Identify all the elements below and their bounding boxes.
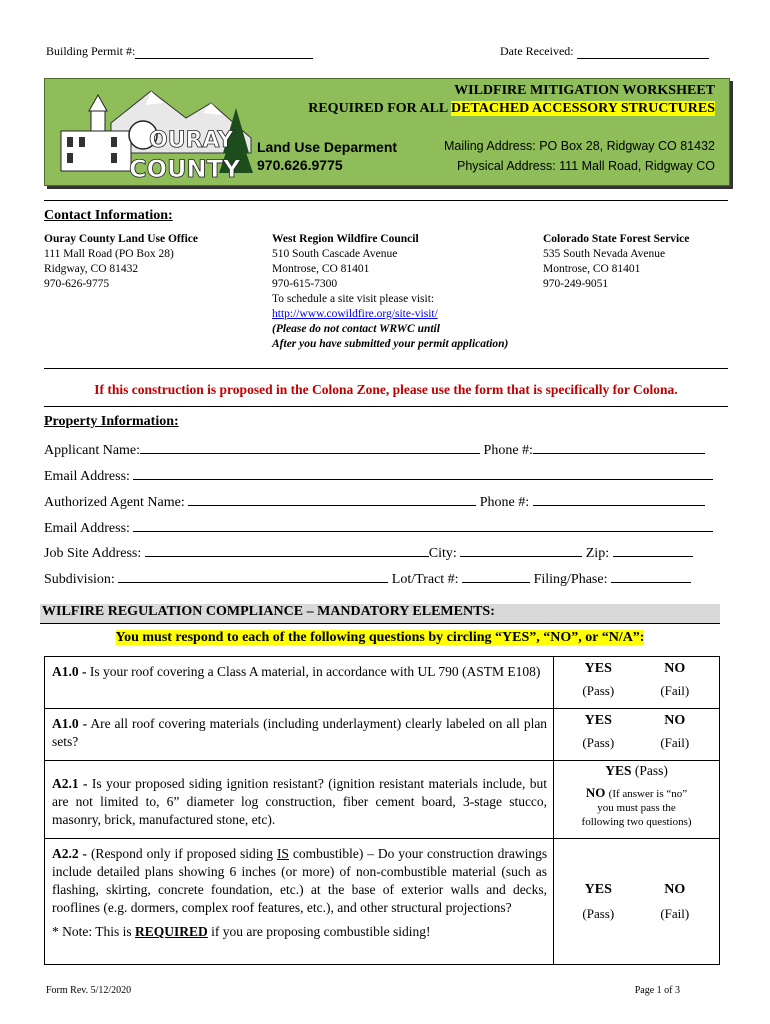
question-code: A2.2 -	[52, 846, 88, 861]
answer-cell	[554, 761, 720, 839]
note-text: if you are proposing combustible siding!	[211, 924, 431, 939]
question-body: Are all roof covering materials (including underlayment) clearly labeled on all plan sets?	[52, 716, 548, 749]
contact-land-use-office	[44, 232, 198, 292]
lot-tract-label: Lot/Tract #:	[391, 572, 459, 587]
building-permit-field	[46, 44, 313, 59]
question-body: combustible) – Do your construction drawings include detailed plans showing 6 inches (or more) of non-combustible material (such as flashing, skirting, concrete foundation, etc.) at the base of exterior walls and decks, rooflines (e.g. dormers, complex roof features, etc.), and other structural projections?	[52, 846, 548, 915]
contact-phone: 970-615-7300	[272, 278, 338, 290]
agent-row	[44, 492, 734, 510]
question-body: Is your roof covering a Class A material, in accordance with UL 790 (ASTM E108)	[89, 664, 541, 679]
contact-line: Montrose, CO 81401	[543, 263, 641, 275]
contact-line: To schedule a site visit please visit:	[272, 293, 435, 305]
colona-warning: If this construction is proposed in the Colona Zone, please use the form that is specifically for Colona.	[94, 382, 678, 397]
city-blank[interactable]	[460, 543, 582, 557]
contact-line: 510 South Cascade Avenue	[272, 248, 398, 260]
page-number: Page 1 of 3	[634, 985, 680, 996]
applicant-name-blank[interactable]	[140, 440, 480, 454]
no-option[interactable]: NO	[664, 881, 686, 897]
subdivision-row	[44, 569, 734, 587]
city-label: City:	[428, 546, 457, 561]
building-permit-blank[interactable]	[135, 47, 313, 59]
question-code: A1.0 -	[52, 664, 87, 679]
fail-label: (Fail)	[660, 905, 690, 921]
department-name: Land Use Deparment	[257, 139, 398, 155]
worksheet-title: WILDFIRE MITIGATION WORKSHEET	[454, 83, 715, 98]
pass-label: (Pass)	[582, 683, 615, 698]
logo-text-county: COUNTY	[129, 155, 241, 183]
no-option[interactable]: NO	[664, 713, 686, 728]
subdivision-label: Subdivision:	[44, 572, 115, 587]
filing-phase-label: Filing/Phase:	[533, 572, 608, 587]
zip-label: Zip:	[585, 546, 610, 561]
compliance-heading: WILFIRE REGULATION COMPLIANCE – MANDATORY ELEMENTS:	[40, 604, 720, 624]
question-text	[45, 761, 554, 839]
header-banner	[44, 78, 730, 186]
note-text: * Note: This is	[52, 924, 132, 939]
filing-phase-blank[interactable]	[611, 569, 691, 583]
contact-note: (Please do not contact WRWC until	[272, 323, 440, 335]
contact-name: Colorado State Forest Service	[543, 233, 690, 245]
worksheet-subtitle	[45, 101, 715, 117]
question-row	[45, 761, 720, 839]
site-visit-link[interactable]: http://www.cowildfire.org/site-visit/	[272, 308, 438, 320]
job-site-label: Job Site Address:	[44, 546, 142, 561]
email-label: Email Address:	[44, 469, 130, 484]
agent-name-blank[interactable]	[188, 492, 476, 506]
answer-cell	[554, 709, 720, 761]
contact-line: Ridgway, CO 81432	[44, 263, 139, 275]
question-code: A1.0 -	[52, 716, 88, 731]
contact-forest-service	[543, 232, 689, 292]
physical-address: Physical Address: 111 Mall Road, Ridgway CO	[457, 159, 715, 173]
zip-blank[interactable]	[613, 543, 693, 557]
no-note: you must pass the	[597, 802, 676, 814]
divider	[44, 368, 728, 369]
question-row	[45, 709, 720, 761]
job-site-row	[44, 543, 734, 561]
phone-label: Phone #:	[483, 443, 533, 458]
no-option: NO	[585, 785, 606, 800]
question-emphasis: IS	[276, 846, 289, 861]
yes-pass-option[interactable]	[554, 763, 719, 779]
phone-label: Phone #:	[479, 495, 530, 510]
instruction-text: You must respond to each of the following questions by circling “YES”, “NO”, or “N/A”:	[115, 630, 645, 645]
agent-phone-blank[interactable]	[533, 492, 705, 506]
contact-name: West Region Wildfire Council	[272, 233, 419, 245]
applicant-row	[44, 440, 734, 458]
date-received-field	[500, 44, 709, 59]
subdivision-blank[interactable]	[118, 569, 388, 583]
no-option[interactable]: NO	[664, 661, 686, 676]
question-row	[45, 839, 720, 965]
compliance-questions-table	[44, 656, 720, 965]
yes-option[interactable]: YES	[584, 881, 612, 897]
contact-line: 535 South Nevada Avenue	[543, 248, 666, 260]
applicant-name-label: Applicant Name:	[44, 443, 141, 458]
pass-label: (Pass)	[582, 735, 615, 750]
no-note: (If answer is “no”	[608, 788, 688, 800]
question-text	[45, 709, 554, 761]
note-required: REQUIRED	[135, 924, 208, 939]
yes-option: YES	[605, 763, 632, 778]
form-revision: Form Rev. 5/12/2020	[46, 985, 132, 996]
no-option-group[interactable]	[554, 785, 719, 801]
contact-wildfire-council	[272, 232, 508, 352]
job-site-blank[interactable]	[145, 543, 429, 557]
department-phone: 970.626.9775	[257, 157, 343, 173]
agent-name-label: Authorized Agent Name:	[44, 495, 185, 510]
date-received-blank[interactable]	[577, 47, 709, 59]
fail-label: (Fail)	[660, 683, 690, 698]
contact-line: 111 Mall Road (PO Box 28)	[44, 248, 174, 260]
question-code: A2.1 -	[52, 776, 88, 791]
compliance-instruction	[40, 630, 720, 646]
applicant-email-blank[interactable]	[133, 466, 713, 480]
contact-note: After you have submitted your permit application)	[272, 338, 509, 350]
pass-label: (Pass)	[582, 905, 615, 921]
agent-email-blank[interactable]	[133, 518, 713, 532]
answer-cell	[554, 657, 720, 709]
contact-phone: 970-249-9051	[543, 278, 609, 290]
question-body: Is your proposed siding ignition resistant? (ignition resistant materials include, but are not limited to, 6” diameter log construction, fiber cement board, 3-stage stucco, masonry, brick, manufactured stone, etc).	[52, 776, 548, 827]
divider	[44, 200, 728, 201]
question-row	[45, 657, 720, 709]
no-note: following two questions)	[581, 816, 692, 828]
email-label: Email Address:	[44, 521, 130, 536]
applicant-phone-blank[interactable]	[533, 440, 705, 454]
pass-label: (Pass)	[634, 763, 668, 778]
date-received-label: Date Received:	[500, 44, 574, 58]
subtitle-highlight: DETACHED ACCESSORY STRUCTURES	[450, 101, 715, 116]
subtitle-prefix: REQUIRED FOR ALL	[308, 101, 448, 116]
question-text	[45, 657, 554, 709]
email-row	[44, 466, 734, 484]
required-note	[52, 923, 547, 941]
logo-text-ouray: OURAY	[149, 128, 234, 153]
answer-cell	[554, 839, 720, 965]
contact-name: Ouray County Land Use Office	[44, 233, 198, 245]
contact-line: Montrose, CO 81401	[272, 263, 370, 275]
property-heading: Property Information:	[44, 414, 179, 429]
question-text	[45, 839, 554, 965]
question-body: (Respond only if proposed siding	[90, 846, 274, 861]
mailing-address: Mailing Address: PO Box 28, Ridgway CO 81432	[444, 139, 715, 153]
building-permit-label: Building Permit #:	[46, 44, 136, 58]
fail-label: (Fail)	[660, 735, 690, 750]
yes-option[interactable]: YES	[584, 661, 612, 676]
lot-tract-blank[interactable]	[462, 569, 530, 583]
yes-option[interactable]: YES	[584, 713, 612, 728]
contact-heading: Contact Information:	[44, 208, 173, 223]
contact-phone: 970-626-9775	[44, 278, 110, 290]
divider	[44, 406, 728, 407]
agent-email-row	[44, 518, 734, 536]
